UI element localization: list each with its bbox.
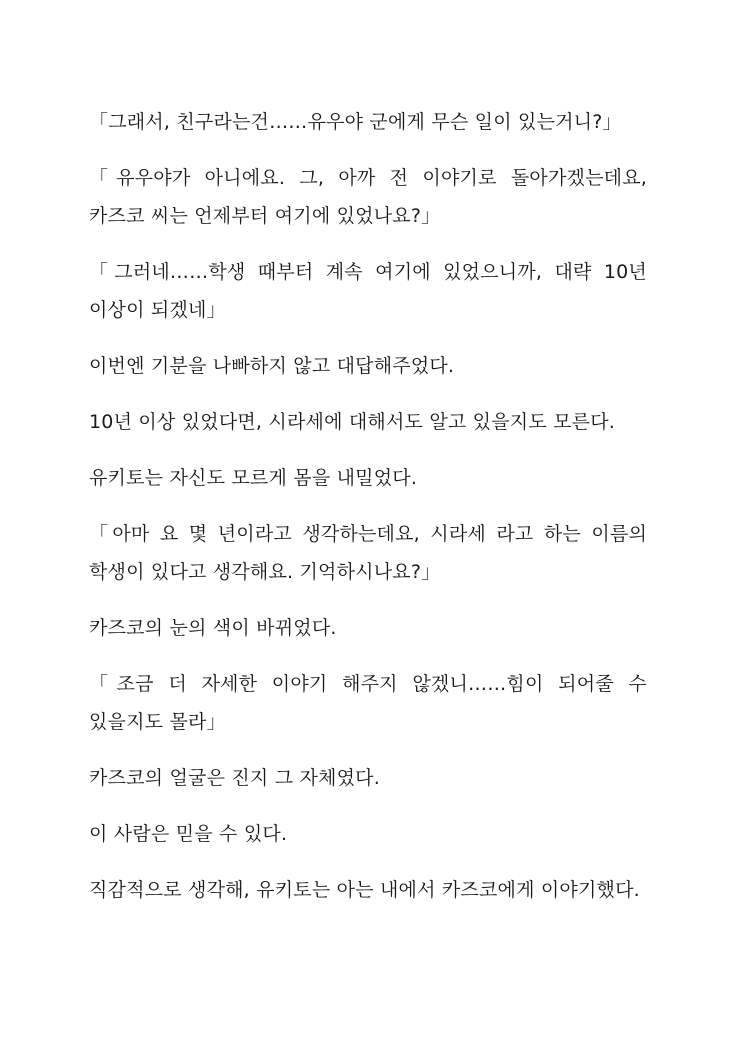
paragraph-10: 카즈코의 얼굴은 진지 그 자체였다.	[89, 767, 380, 789]
paragraph-7: 「아마 요 몇 년이라고 생각하는데요, 시라세 라고 하는 이름의 학생이 있다고 생각해요. 기억하시나요?」	[89, 523, 647, 583]
body-text	[89, 103, 647, 909]
paragraph-8: 카즈코의 눈의 색이 바뀌었다.	[89, 617, 337, 639]
paragraph-11: 이 사람은 믿을 수 있다.	[89, 823, 288, 845]
paragraph-4: 이번엔 기분을 나빠하지 않고 대답해주었다.	[89, 355, 455, 377]
paragraph-6: 유키토는 자신도 모르게 몸을 내밀었다.	[89, 467, 418, 489]
paragraph-1: 「그래서, 친구라는건……유우야 군에게 무슨 일이 있는거니?」	[89, 111, 622, 133]
paragraph-12: 직감적으로 생각해, 유키토는 아는 내에서 카즈코에게 이야기했다.	[89, 879, 640, 901]
paragraph-5: 10년 이상 있었다면, 시라세에 대해서도 알고 있을지도 모른다.	[89, 411, 616, 433]
paragraph-2: 「유우야가 아니에요. 그, 아까 전 이야기로 돌아가겠는데요, 카즈코 씨는 언제부터 여기에 있었나요?」	[89, 167, 647, 227]
paragraph-9: 「조금 더 자세한 이야기 해주지 않겠니……힘이 되어줄 수 있을지도 몰라」	[89, 673, 647, 733]
paragraph-3: 「그러네……학생 때부터 계속 여기에 있었으니까, 대략 10년 이상이 되겠네」	[89, 261, 647, 321]
